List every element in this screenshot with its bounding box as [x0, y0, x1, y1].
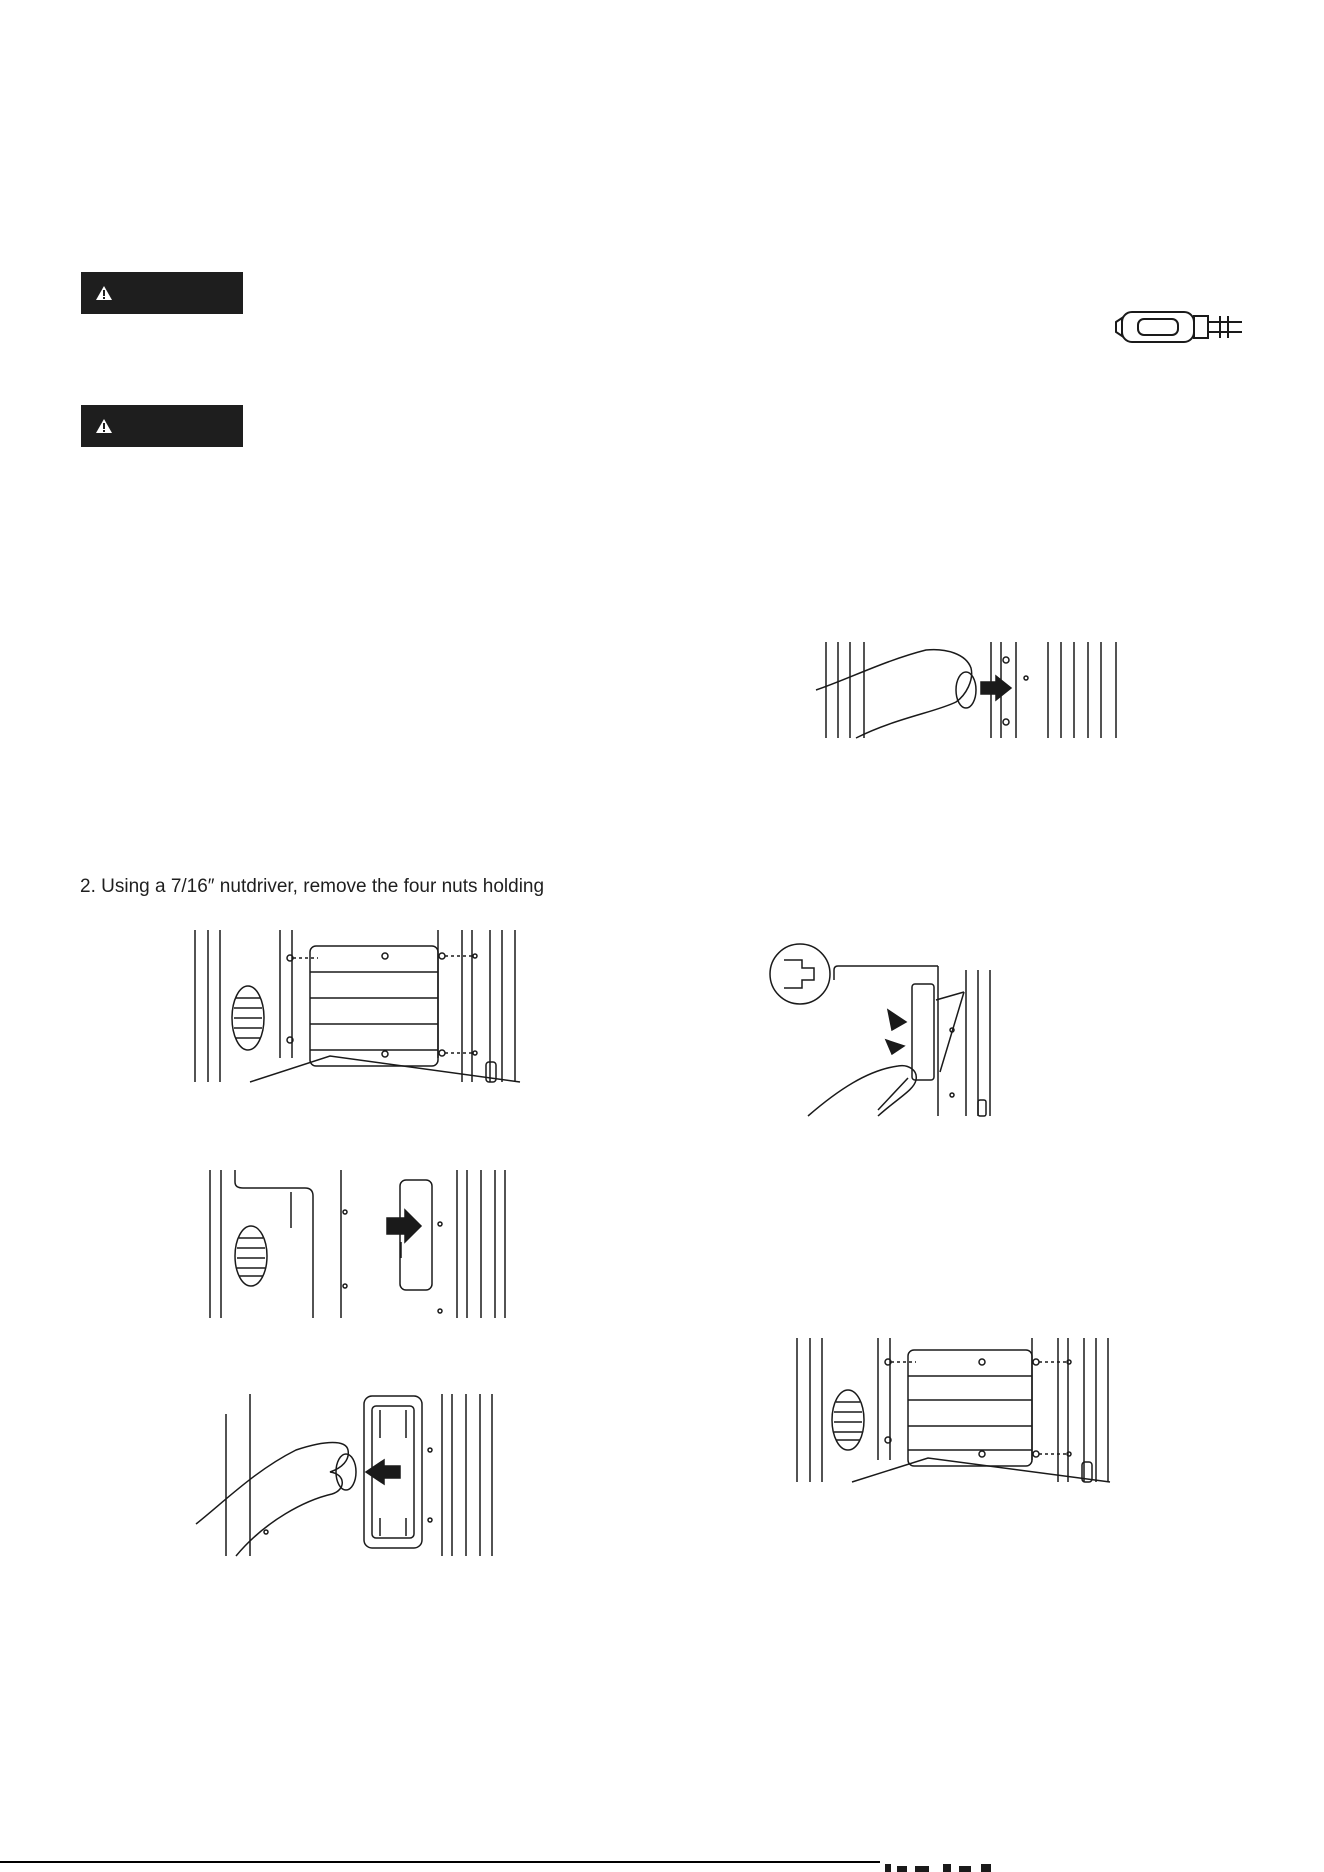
step-2-text: 2. Using a 7/16″ nutdriver, remove the four nuts holding: [80, 876, 545, 897]
warning-triangle-icon: [95, 285, 113, 301]
figure-shield-reinstalled: [792, 1336, 1112, 1484]
warning-banner-1: [81, 272, 243, 314]
figure-hand-removing-bulb: [196, 1390, 496, 1556]
footer-rule: [0, 1861, 880, 1863]
figure-light-shield-nuts: [190, 928, 522, 1084]
halogen-bulb-icon: [1110, 304, 1245, 350]
warning-banner-2: [81, 405, 243, 447]
figure-lens-removed: [205, 1168, 507, 1320]
figure-lens-clips: [768, 940, 998, 1116]
footer-text-fragment: [885, 1862, 1005, 1872]
figure-hand-removing-cover: [816, 640, 1136, 740]
warning-triangle-icon: [95, 418, 113, 434]
